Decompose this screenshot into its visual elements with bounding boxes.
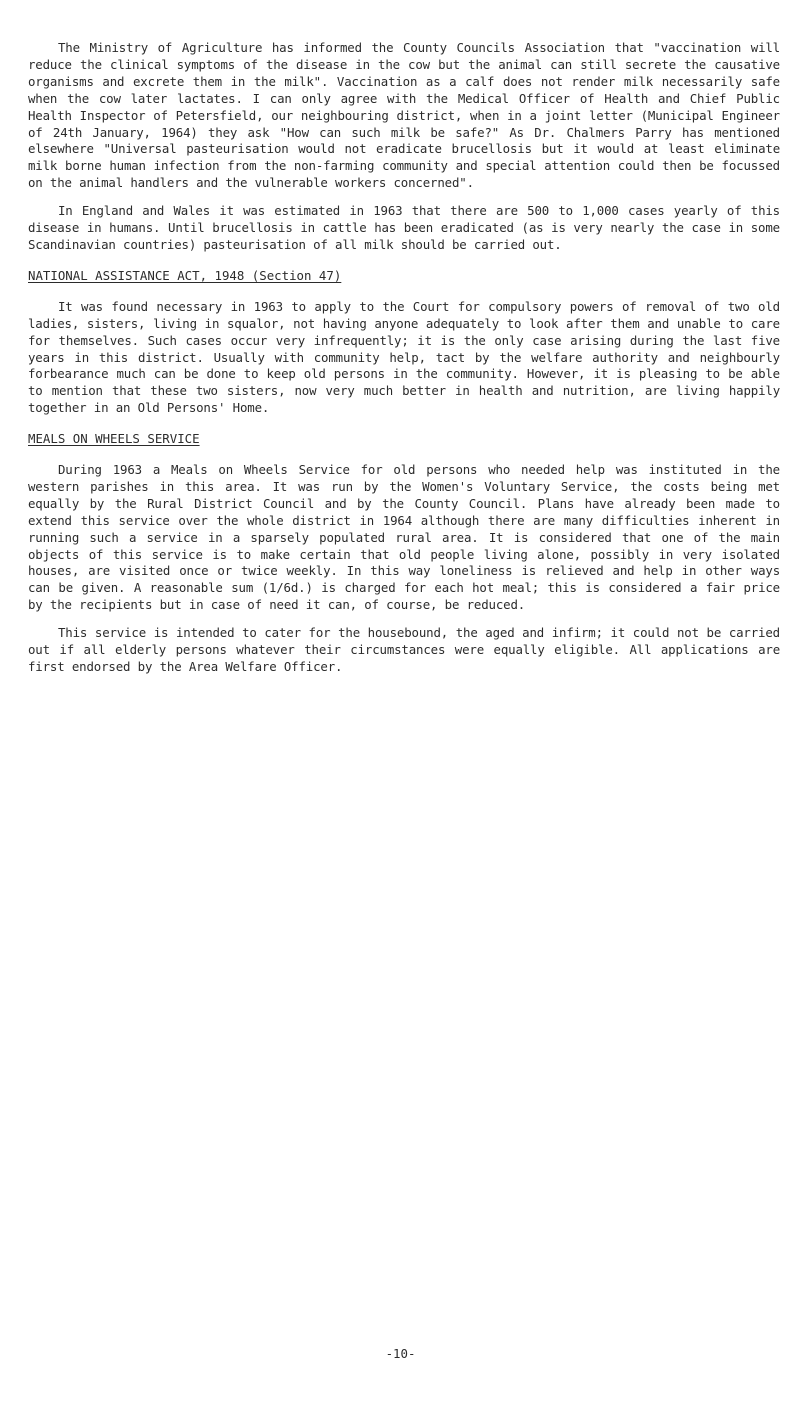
paragraph-brucellosis-vaccination: The Ministry of Agriculture has informed the County Councils Association that "vaccination will reduce the clinical symptoms of the disease in the cow but the animal can still secrete the causative organisms and excrete them in the milk". Vaccination as a calf does not render milk necessarily safe when the cow later lactates. I can only agree with the Medical Officer of Health and Chief Public Health Inspector of Petersfield, our neighbouring district, when in a joint letter (Municipal Engineer of 24th January, 1964) they ask "How can such milk be safe?" As Dr. Chalmers Parry has mentioned elsewhere "Universal pasteurisation would not eradicate brucellosis but it would at least eliminate milk borne human infection from the non-farming community and special attention could then be focussed on the animal handlers and the vulnerable workers concerned". [28, 40, 780, 191]
paragraph-service-eligibility: This service is intended to cater for the housebound, the aged and infirm; it could not be carried out if all elderly persons whatever their circumstances were equally eligible. All applications are first endorsed by the Area Welfare Officer. [28, 625, 780, 674]
heading-national-assistance-act: NATIONAL ASSISTANCE ACT, 1948 (Section 47) [28, 267, 342, 283]
heading-meals-on-wheels: MEALS ON WHEELS SERVICE [28, 431, 200, 447]
paragraph-meals-on-wheels-service: During 1963 a Meals on Wheels Service for old persons who needed help was instituted in the western parishes in this area. It was run by the Women's Voluntary Service, the costs being met equally by the Rural District Council and by the County Council. Plans have already been made to extend this service over the whole district in 1964 although there are many difficulties inherent in running such a service in a sparsely populated rural area. It is considered that one of the main objects of this service is to make certain that old people living alone, possibly in very isolated houses, are visited once or twice weekly. In this way loneliness is relieved and help in other ways can be given. A reasonable sum (1/6d.) is charged for each hot meal; this is considered a fair price by the recipients but in case of need it can, of course, be reduced. [28, 462, 780, 613]
page-number: -10- [385, 1346, 416, 1361]
paragraph-brucellosis-cases: In England and Wales it was estimated in 1963 that there are 500 to 1,000 cases yearly of this disease in humans. Until brucellosis in cattle has been eradicated (as is very nearly the case in some Scandinavian countries) pasteurisation of all milk should be carried out. [28, 203, 780, 252]
document-page [28, 40, 780, 676]
paragraph-compulsory-removal: It was found necessary in 1963 to apply to the Court for compulsory powers of removal of two old ladies, sisters, living in squalor, not having anyone adequately to look after them and unable to care for themselves. Such cases occur very infrequently; it is the only case arising during the last five years in this district. Usually with community help, tact by the welfare authority and neighbourly forbearance much can be done to keep old persons in the community. However, it is pleasing to be able to mention that these two sisters, now very much better in health and nutrition, are living happily together in an Old Persons' Home. [28, 298, 780, 416]
